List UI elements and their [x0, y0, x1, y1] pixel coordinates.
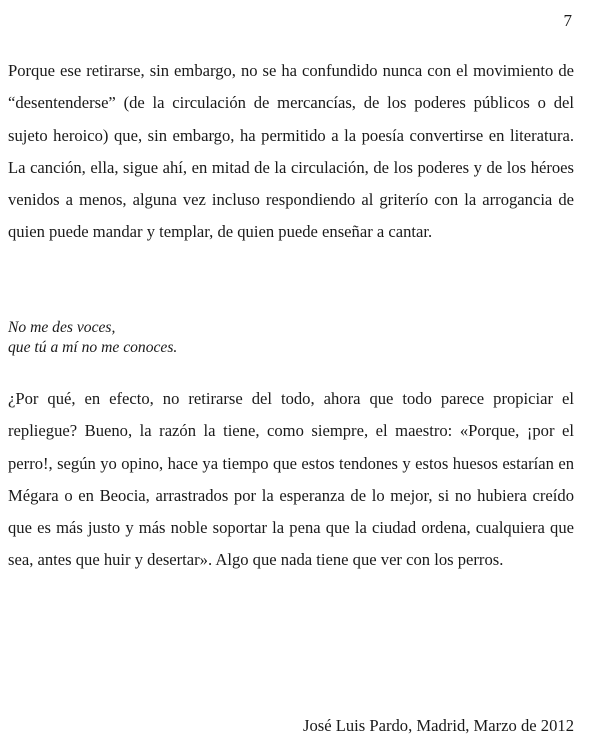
paragraph-1: Porque ese retirarse, sin embargo, no se ha confundido nunca con el movimiento de “desentenderse” (de la circulación de mercancías, de los poderes públicos o del sujeto heroico) que, sin embargo, ha permitido a la poesía convertirse en literatura. La canción, ella, sigue ahí, en mitad de la circulación, de los poderes y de los héroes venidos a menos, alguna vez incluso respondiendo al griterío con la arrogancia de quien puede mandar y templar, de quien puede enseñar a cantar. [8, 61, 574, 242]
signature-line: José Luis Pardo, Madrid, Marzo de 2012 [303, 716, 574, 735]
verse-line-1: No me des voces, [8, 319, 116, 336]
page-number: 7 [563, 11, 572, 30]
paragraph-2: ¿Por qué, en efecto, no retirarse del todo, ahora que todo parece propiciar el repliegue? Bueno, la razón la tiene, como siempre, el maestro: «Porque, ¡por el perro!, según yo opino, hace ya tiempo que estos tendones y estos huesos estarían en Mégara o en Beocia, arrastrados por la esperanza de lo mejor, si no hubiera creído que es más justo y más noble soportar la pena que la ciudad ordena, cualquiera que sea, antes que huir y desertar». Algo que nada tiene que ver con los perros. [8, 389, 574, 570]
verse-quote [8, 318, 408, 358]
verse-line-2: que tú a mí no me conoces. [8, 339, 178, 356]
